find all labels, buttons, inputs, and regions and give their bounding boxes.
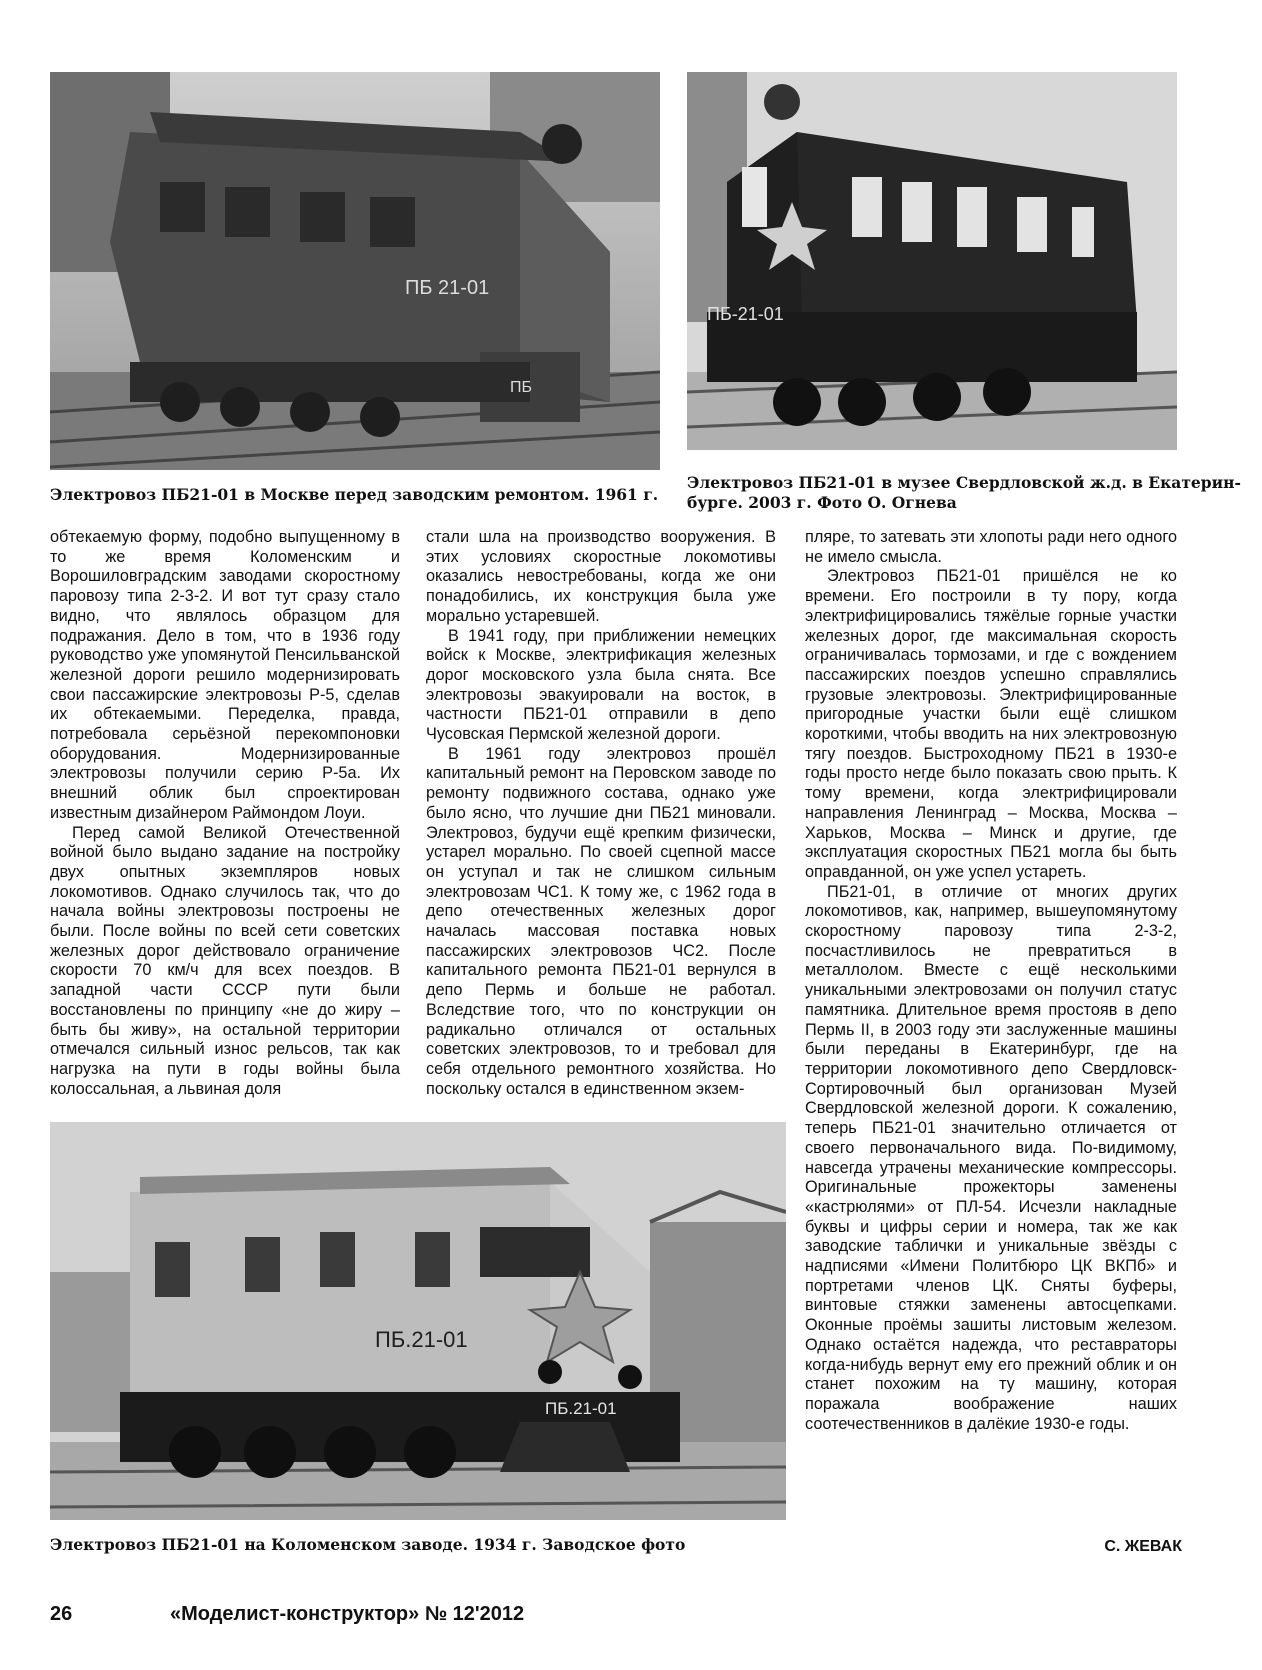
article-column-2: [426, 528, 776, 1099]
col3-paragraph-2: Электровоз ПБ21-01 пришёлся не ко времени. Его построили в ту пору, когда электрифицировались тяжёлые горные участки железных дорог, где максимальная скорость ограничивалась тормозами, и где с вождением пассажирских поездов успешно справлялись грузовые электровозы. Электрифицированные пригородные участки были ещё слишком короткими, чтобы вводить на них электровозную тягу поездов. Быстроходному ПБ21 в 1930-е годы просто негде было показать свою прыть. К тому времени, когда электрифицировали направления Ленинград – Москва, Москва – Харьков, Москва – Минск и другие, где эксплуатация скоростных ПБ21 могла бы быть оправданной, он уже успел устареть.: [805, 567, 1177, 881]
caption-top-right-1: Электровоз ПБ21-01 в музее Свердловской ж.д. в Екатерин-: [687, 473, 1241, 492]
photo-kolomna-1934: [50, 1122, 786, 1520]
col2-paragraph-1: стали шла на производство вооружения. В этих условиях скоростные локомотивы оказались невостребованы, когда же они понадобились, их конструкция была уже морально устаревшей.: [426, 528, 776, 625]
caption-bottom: Электровоз ПБ21-01 на Коломенском заводе. 1934 г. Заводское фото: [50, 1535, 686, 1554]
article-column-3: [805, 528, 1177, 1434]
caption-top-right-2: бурге. 2003 г. Фото О. Огнева: [687, 493, 957, 512]
col2-paragraph-3: В 1961 году электровоз прошёл капитальный ремонт на Перовском заводе по ремонту подвижного состава, однако уже было ясно, что лучшие дни ПБ21 миновали. Электровоз, будучи ещё крепким физически, устарел морально. По своей сцепной массе он уступал и так не слишком сильным электровозам ЧС1. К тому же, с 1962 года в депо отечественных железных дорог началась массовая поставка новых пассажирских электровозов ЧС2. После капитального ремонта ПБ21-01 вернулся в депо Пермь и больше не работал. Вследствие того, что по конструкции он радикально отличался от остальных советских электровозов, то и требовал для себя отдельного ремонтного хозяйства. Но поскольку остался в единственном экзем-: [426, 744, 776, 1098]
magazine-title: «Моделист-конструктор» № 12'2012: [170, 1603, 525, 1625]
front-number-text-bottom: ПБ.21-01: [545, 1399, 617, 1418]
photo-moscow-1961: [50, 72, 660, 470]
page-number: 26: [50, 1603, 73, 1625]
col1-paragraph-2: Перед самой Великой Отечественной войной было выдано задание на постройку двух опытных экземпляров новых локомотивов. Однако случилось так, что до начала войны электровозы построены не были. После войны по всей сети советских железных дорог действовало ограничение скорости 70 км/ч для всех поездов. В западной части СССР пути были восстановлены по принципу «не до жиру – быть бы живу», на остальной территории отмечался сильный износ рельсов, так как нагрузка на пути в годы войны была колоссальная, а львиная доля: [50, 823, 400, 1098]
author: С. ЖЕВАК: [1104, 1538, 1182, 1555]
side-number-text-bottom: ПБ.21-01: [375, 1327, 468, 1352]
caption-top-left: Электровоз ПБ21-01 в Москве перед заводским ремонтом. 1961 г.: [50, 485, 659, 504]
front-number-text: ПБ-21-01: [707, 304, 784, 324]
side-number-text: ПБ 21-01: [405, 277, 490, 299]
col1-paragraph-1: обтекаемую форму, подобно выпущенному в то же время Коломенским и Ворошиловградским заводами скоростному паровозу типа 2-3-2. И вот тут сразу стало видно, что являлось образцом для подражания. Дело в том, что в 1936 году руководство уже упомянутой Пенсильванской железной дороги решило модернизировать свои пассажирские электровозы Р-5, сделав их обтекаемыми. Переделка, правда, потребовала серьёзной перекомпоновки оборудования. Модернизированные электровозы получили серию Р-5а. Их внешний облик был спроектирован известным дизайнером Раймондом Лоуи.: [50, 528, 400, 822]
front-plate-text: ПБ: [510, 379, 532, 396]
col2-paragraph-2: В 1941 году, при приближении немецких войск к Москве, электрификация железных дорог московского узла была снята. Все электровозы эвакуировали на восток, в частности ПБ21-01 отправили в депо Чусовская Пермской железной дороги.: [426, 626, 776, 744]
article-column-1: [50, 528, 400, 1099]
col3-paragraph-3: ПБ21-01, в отличие от многих других локомотивов, как, например, вышеупомянутому скоростному паровозу типа 2-3-2, посчастливилось не превратиться в металлолом. Вместе с ещё несколькими уникальными электровозами он получил статус памятника. Длительное время простояв в депо Пермь II, в 2003 году эти заслуженные машины были переданы в Екатеринбург, где на территории локомотивного депо Свердловск-Сортировочный был организован Музей Свердловской железной дороги. К сожалению, теперь ПБ21-01 значительно отличается от своего первоначального вида. По-видимому, навсегда утрачены механические компрессоры. Оригинальные прожекторы заменены «кастрюлями» от ПЛ-54. Исчезли накладные буквы и цифры серии и номера, так же как заводские таблички и уникальные звёзды с надписями «Имени Политбюро ЦК ВКПб» и портретами членов ЦК. Сняты буферы, винтовые стяжки заменены автосцепками. Оконные проёмы зашиты листовым железом. Однако остаётся надежда, что реставраторы когда-нибудь вернут ему его прежний облик и он станет похожим на ту машину, которая поражала воображение наших соотечественников в далёкие 1930-е годы.: [805, 882, 1177, 1433]
photo-museum-2003: [687, 72, 1177, 450]
col3-paragraph-1: пляре, то затевать эти хлопоты ради него одного не имело смысла.: [805, 528, 1177, 566]
